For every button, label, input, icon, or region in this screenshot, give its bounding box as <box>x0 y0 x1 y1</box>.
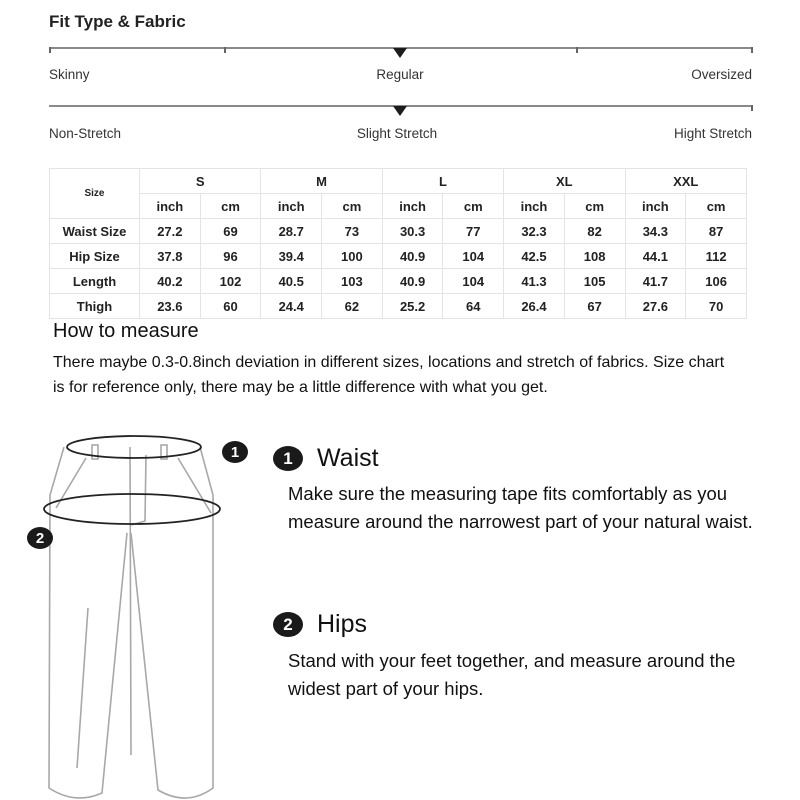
size-header-xl: XL <box>504 169 625 194</box>
size-header-xxl: XXL <box>625 169 747 194</box>
size-cell: 69 <box>200 219 261 244</box>
waist-title: Waist <box>317 444 379 472</box>
size-cell: 77 <box>443 219 504 244</box>
size-cell: 32.3 <box>504 219 565 244</box>
size-cell: 106 <box>686 269 747 294</box>
waist-measure-ring <box>67 436 201 458</box>
fabric-selected-marker-icon <box>393 106 407 116</box>
waist-section <box>273 444 783 536</box>
unit-cm: cm <box>564 194 625 219</box>
size-cell: 41.7 <box>625 269 686 294</box>
size-cell: 64 <box>443 294 504 319</box>
size-header-s: S <box>140 169 261 194</box>
size-header-l: L <box>382 169 503 194</box>
row-label: Length <box>50 269 140 294</box>
size-cell: 108 <box>564 244 625 269</box>
size-cell: 96 <box>200 244 261 269</box>
size-cell: 30.3 <box>382 219 443 244</box>
size-row <box>50 219 747 244</box>
unit-inch: inch <box>625 194 686 219</box>
size-cell: 40.9 <box>382 244 443 269</box>
size-cell: 62 <box>322 294 383 319</box>
size-cell: 40.9 <box>382 269 443 294</box>
size-cell: 40.5 <box>261 269 322 294</box>
hips-heading <box>273 610 783 639</box>
size-cell: 73 <box>322 219 383 244</box>
size-row <box>50 244 747 269</box>
fabric-label-high-stretch: Hight Stretch <box>673 126 752 141</box>
unit-cm: cm <box>686 194 747 219</box>
size-cell: 25.2 <box>382 294 443 319</box>
size-cell: 23.6 <box>140 294 201 319</box>
size-header-row <box>50 169 747 194</box>
size-chart-table <box>49 168 747 319</box>
size-cell: 112 <box>686 244 747 269</box>
fit-scale-tick <box>576 47 578 53</box>
hips-section <box>273 610 783 703</box>
fabric-scale-tick <box>751 105 753 111</box>
hip-measure-ring <box>44 494 220 524</box>
fit-scale-tick <box>49 47 51 53</box>
row-label: Waist Size <box>50 219 140 244</box>
size-row <box>50 269 747 294</box>
number-1-icon: 1 <box>273 446 303 471</box>
size-row <box>50 294 747 319</box>
hips-description: Stand with your feet together, and measure around the widest part of your hips. <box>288 650 736 699</box>
how-to-measure-title: How to measure <box>53 320 199 342</box>
size-cell: 60 <box>200 294 261 319</box>
how-to-measure-note: There maybe 0.3-0.8inch deviation in different sizes, locations and stretch of fabrics. Size chart is for reference only, there may be a little difference with what you get. <box>53 354 725 396</box>
size-cell: 27.2 <box>140 219 201 244</box>
size-cell: 37.8 <box>140 244 201 269</box>
fit-type-title: Fit Type & Fabric <box>49 12 186 31</box>
size-header-m: M <box>261 169 382 194</box>
fit-label-oversized: Oversized <box>691 67 752 82</box>
unit-cm: cm <box>322 194 383 219</box>
fit-scale-tick <box>224 47 226 53</box>
unit-cm: cm <box>200 194 261 219</box>
size-cell: 87 <box>686 219 747 244</box>
size-cell: 102 <box>200 269 261 294</box>
size-cell: 40.2 <box>140 269 201 294</box>
size-cell: 70 <box>686 294 747 319</box>
row-label: Hip Size <box>50 244 140 269</box>
size-cell: 34.3 <box>625 219 686 244</box>
fit-label-regular: Regular <box>376 67 424 82</box>
waist-heading <box>273 444 783 473</box>
callout-2-icon: 2 <box>27 527 53 549</box>
waist-description: Make sure the measuring tape fits comfortably as you measure around the narrowest part of your natural waist. <box>288 483 753 532</box>
row-label: Thigh <box>50 294 140 319</box>
size-cell: 104 <box>443 244 504 269</box>
unit-cm: cm <box>443 194 504 219</box>
size-cell: 103 <box>322 269 383 294</box>
fit-label-skinny: Skinny <box>49 67 90 82</box>
pants-diagram <box>0 425 270 800</box>
size-cell: 44.1 <box>625 244 686 269</box>
unit-inch: inch <box>382 194 443 219</box>
size-cell: 27.6 <box>625 294 686 319</box>
size-cell: 100 <box>322 244 383 269</box>
size-cell: 104 <box>443 269 504 294</box>
unit-inch: inch <box>261 194 322 219</box>
size-cell: 67 <box>564 294 625 319</box>
size-cell: 24.4 <box>261 294 322 319</box>
size-corner-label: Size <box>50 169 140 219</box>
hips-title: Hips <box>317 610 368 638</box>
unit-inch: inch <box>140 194 201 219</box>
size-cell: 41.3 <box>504 269 565 294</box>
callout-1-icon: 1 <box>222 441 248 463</box>
size-cell: 105 <box>564 269 625 294</box>
unit-inch: inch <box>504 194 565 219</box>
size-cell: 28.7 <box>261 219 322 244</box>
unit-header-row <box>50 194 747 219</box>
size-cell: 26.4 <box>504 294 565 319</box>
number-2-icon: 2 <box>273 612 303 637</box>
size-cell: 39.4 <box>261 244 322 269</box>
fit-scale-tick <box>751 47 753 53</box>
size-cell: 82 <box>564 219 625 244</box>
size-cell: 42.5 <box>504 244 565 269</box>
fabric-label-non-stretch: Non-Stretch <box>49 126 122 141</box>
fabric-label-slight-stretch: Slight Stretch <box>356 126 438 141</box>
fit-selected-marker-icon <box>393 48 407 58</box>
